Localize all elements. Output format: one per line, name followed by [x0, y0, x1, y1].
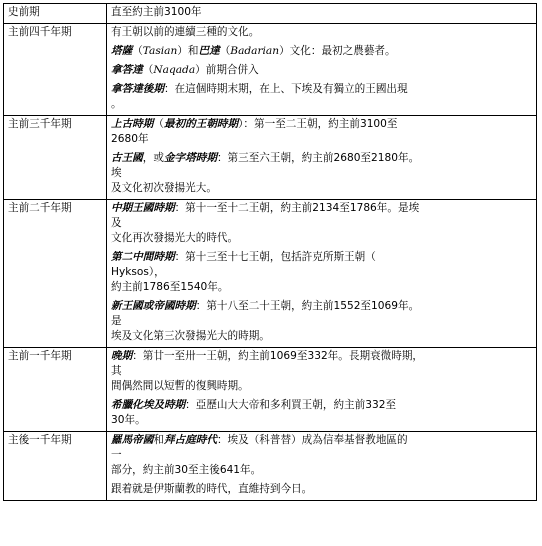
text-line: 中期王國時期：第十一至十二王朝，約主前2134至1786年。是埃: [111, 202, 420, 214]
text-line: 羅馬帝國和拜占庭時代：埃及（科普替）成為信奉基督教地區的: [111, 434, 408, 446]
text-line: 是: [111, 315, 122, 327]
text-line: 希臘化埃及時期：亞歷山大大帝和多利買王朝，約主前332至: [111, 399, 397, 411]
text-line: 拿答達（Naqada）前期合併入: [111, 64, 259, 76]
period-cell: 史前期: [4, 4, 107, 24]
text-line: 埃: [111, 167, 122, 179]
text-line: 部分，約主前30至主後641年。: [111, 464, 262, 476]
description-cell: [107, 24, 537, 116]
text-line: 埃及文化第三次發揚光大的時期。: [111, 330, 270, 342]
description-cell: [107, 348, 537, 432]
period-cell: 主後一千年期: [4, 432, 107, 501]
text-line: 上古時期（最初的王朝時期）：第一至二王朝，約主前3100至: [111, 118, 398, 130]
text-line: 間偶然間以短暫的復興時期。: [111, 380, 249, 392]
text-line: 及: [111, 217, 122, 229]
table-row: [4, 116, 537, 200]
text-line: 有王朝以前的連續三種的文化。: [111, 26, 260, 38]
table-row: [4, 432, 537, 501]
text-line: 古王國，或金字塔時期：第三至六王朝，約主前2680至2180年。: [111, 152, 420, 164]
text-line: 文化再次發揚光大的時代。: [111, 232, 239, 244]
text-line: 跟着就是伊斯蘭教的時代，直維持到今日。: [111, 483, 313, 495]
text-line: 。: [111, 98, 122, 110]
text-line: 其: [111, 365, 122, 377]
description-cell: 直至約主前3100年: [107, 4, 537, 24]
description-cell: [107, 432, 537, 501]
description-cell: [107, 200, 537, 348]
text-line: 第二中間時期：第十三至十七王朝，包括許克所斯王朝（: [111, 251, 376, 263]
period-cell: 主前二千年期: [4, 200, 107, 348]
period-cell: 主前一千年期: [4, 348, 107, 432]
header-row: [4, 4, 537, 24]
text-line: 晚期：第廿一至卅一王朝，約主前1069至332年。長期衰微時期，: [111, 350, 424, 362]
egypt-timeline-table: [3, 3, 537, 501]
description-cell: [107, 116, 537, 200]
text-line: 2680年: [111, 133, 149, 145]
text-line: 塔薩（Tasian）和巴達（Badarian）文化：最初之農藝者。: [111, 45, 396, 57]
text-line: 一: [111, 449, 122, 461]
text-line: 30年。: [111, 414, 146, 426]
text-line: 拿答達後期：在這個時期末期，在上、下埃及有獨立的王國出現: [111, 83, 408, 95]
text-line: 及文化初次發揚光大。: [111, 182, 217, 194]
table-row: [4, 200, 537, 348]
period-cell: 主前三千年期: [4, 116, 107, 200]
period-cell: 主前四千年期: [4, 24, 107, 116]
table-row: [4, 348, 537, 432]
text-line: Hyksos），: [111, 266, 165, 278]
text-line: 約主前1786至1540年。: [111, 281, 229, 293]
text-line: 新王國或帝國時期：第十八至二十王朝，約主前1552至1069年。: [111, 300, 420, 312]
table-row: [4, 24, 537, 116]
